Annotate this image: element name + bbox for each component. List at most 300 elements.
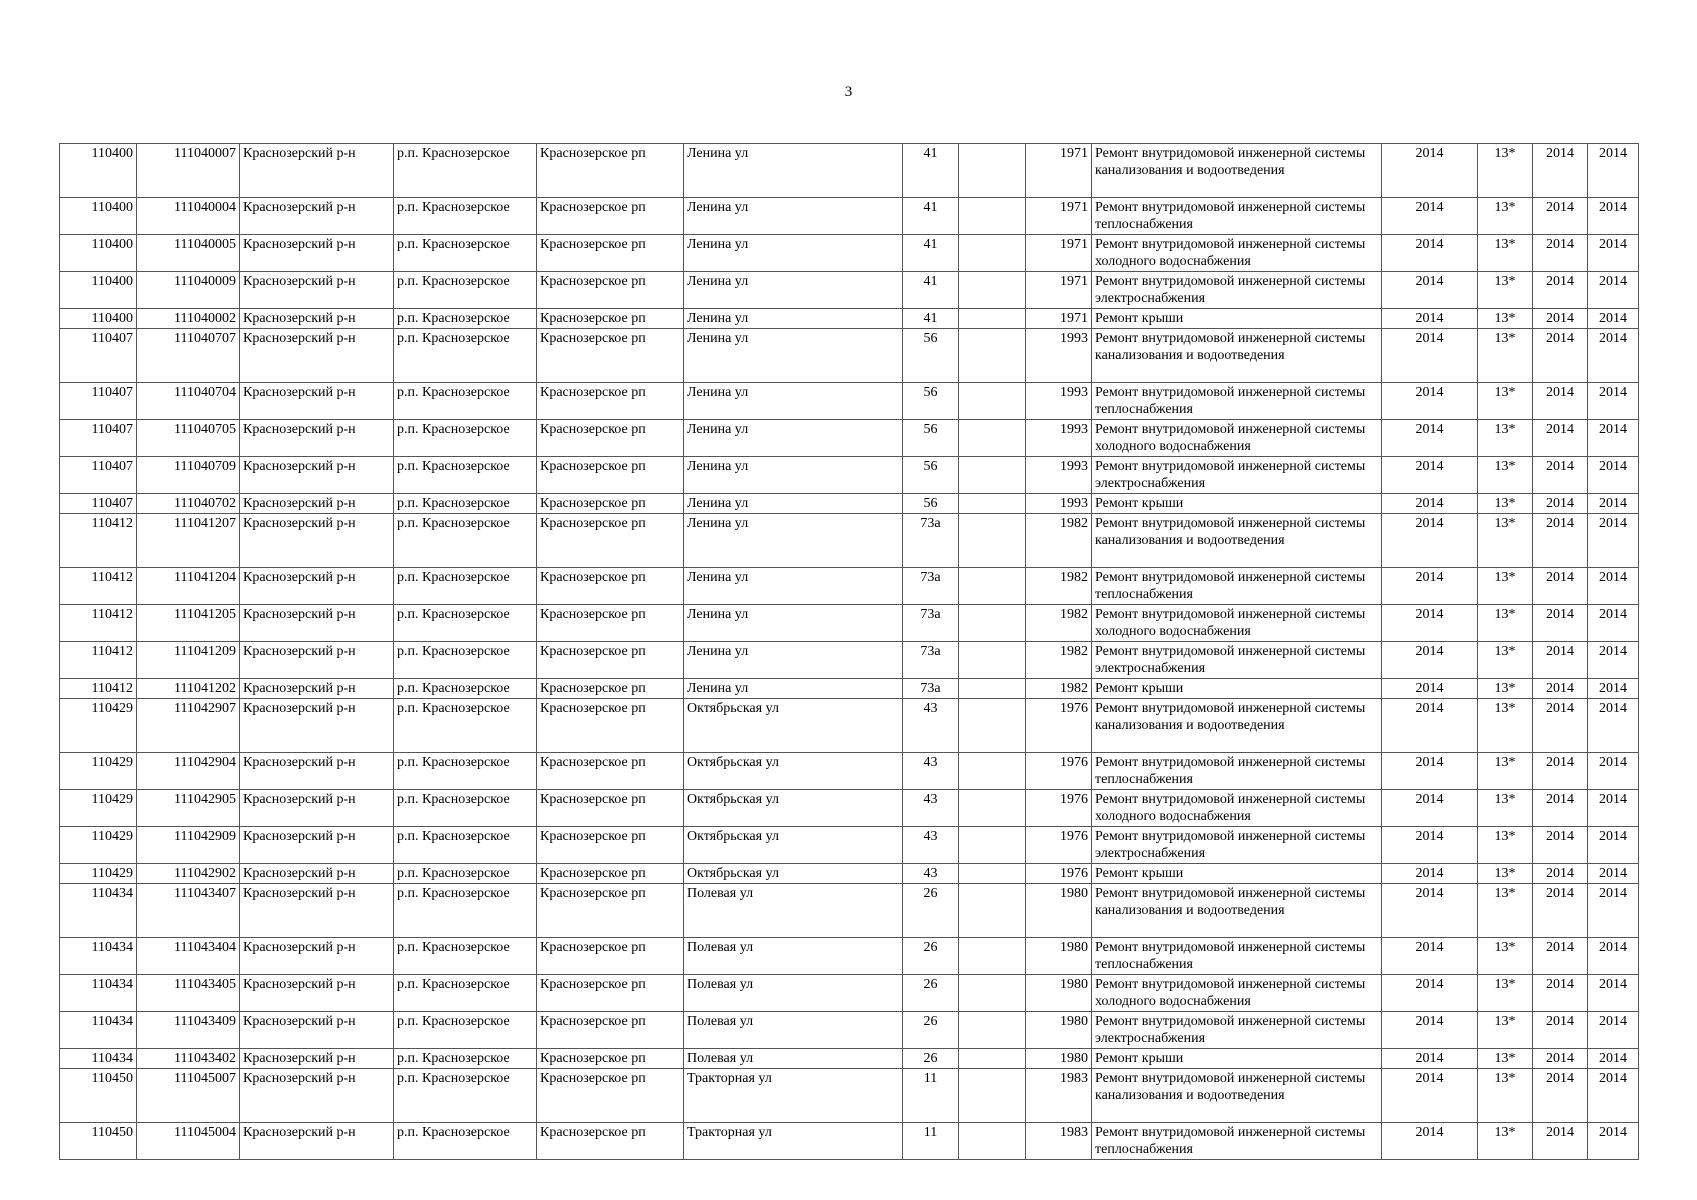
year-built-cell: 1980 xyxy=(1026,1049,1092,1069)
settlement-cell: р.п. Краснозерское xyxy=(394,938,537,975)
settlement-cell: р.п. Краснозерское xyxy=(394,975,537,1012)
work-type-cell: Ремонт внутридомовой инженерной системы канализования и водоотведения xyxy=(1092,329,1382,383)
plan-year-cell: 2014 xyxy=(1382,790,1478,827)
region-code-cell: 110434 xyxy=(60,1049,137,1069)
region-code-cell: 110429 xyxy=(60,790,137,827)
object-code-cell: 111040704 xyxy=(137,383,240,420)
ref-number-cell: 13* xyxy=(1478,605,1533,642)
house-number-cell: 11 xyxy=(903,1123,959,1160)
end-year-cell: 2014 xyxy=(1588,514,1639,568)
plan-year-cell: 2014 xyxy=(1382,198,1478,235)
region-code-cell: 110429 xyxy=(60,827,137,864)
settlement-cell: р.п. Краснозерское xyxy=(394,235,537,272)
year-built-cell: 1993 xyxy=(1026,329,1092,383)
building-cell xyxy=(959,884,1026,938)
municipality-cell: Краснозерское рп xyxy=(537,884,684,938)
district-cell: Краснозерский р-н xyxy=(240,235,394,272)
region-code-cell: 110407 xyxy=(60,383,137,420)
settlement-cell: р.п. Краснозерское xyxy=(394,144,537,198)
municipality-cell: Краснозерское рп xyxy=(537,1069,684,1123)
building-cell xyxy=(959,679,1026,699)
region-code-cell: 110412 xyxy=(60,514,137,568)
street-cell: Полевая ул xyxy=(684,938,903,975)
house-number-cell: 41 xyxy=(903,272,959,309)
district-cell: Краснозерский р-н xyxy=(240,679,394,699)
district-cell: Краснозерский р-н xyxy=(240,1049,394,1069)
municipality-cell: Краснозерское рп xyxy=(537,790,684,827)
settlement-cell: р.п. Краснозерское xyxy=(394,568,537,605)
object-code-cell: 111040005 xyxy=(137,235,240,272)
building-cell xyxy=(959,144,1026,198)
municipality-cell: Краснозерское рп xyxy=(537,568,684,605)
year-built-cell: 1971 xyxy=(1026,198,1092,235)
year-built-cell: 1993 xyxy=(1026,457,1092,494)
end-year-cell: 2014 xyxy=(1588,494,1639,514)
object-code-cell: 111042907 xyxy=(137,699,240,753)
municipality-cell: Краснозерское рп xyxy=(537,272,684,309)
building-cell xyxy=(959,1012,1026,1049)
municipality-cell: Краснозерское рп xyxy=(537,827,684,864)
work-type-cell: Ремонт крыши xyxy=(1092,679,1382,699)
start-year-cell: 2014 xyxy=(1533,235,1588,272)
table-row xyxy=(60,144,1639,198)
ref-number-cell: 13* xyxy=(1478,1123,1533,1160)
ref-number-cell: 13* xyxy=(1478,884,1533,938)
ref-number-cell: 13* xyxy=(1478,938,1533,975)
street-cell: Октябрьская ул xyxy=(684,790,903,827)
street-cell: Ленина ул xyxy=(684,642,903,679)
building-cell xyxy=(959,1049,1026,1069)
plan-year-cell: 2014 xyxy=(1382,753,1478,790)
house-number-cell: 41 xyxy=(903,198,959,235)
house-number-cell: 11 xyxy=(903,1069,959,1123)
year-built-cell: 1982 xyxy=(1026,514,1092,568)
start-year-cell: 2014 xyxy=(1533,884,1588,938)
house-number-cell: 26 xyxy=(903,1012,959,1049)
settlement-cell: р.п. Краснозерское xyxy=(394,420,537,457)
municipality-cell: Краснозерское рп xyxy=(537,642,684,679)
district-cell: Краснозерский р-н xyxy=(240,790,394,827)
house-number-cell: 73а xyxy=(903,568,959,605)
ref-number-cell: 13* xyxy=(1478,383,1533,420)
year-built-cell: 1983 xyxy=(1026,1069,1092,1123)
ref-number-cell: 13* xyxy=(1478,975,1533,1012)
building-cell xyxy=(959,329,1026,383)
plan-year-cell: 2014 xyxy=(1382,309,1478,329)
end-year-cell: 2014 xyxy=(1588,864,1639,884)
house-number-cell: 26 xyxy=(903,1049,959,1069)
start-year-cell: 2014 xyxy=(1533,642,1588,679)
start-year-cell: 2014 xyxy=(1533,383,1588,420)
settlement-cell: р.п. Краснозерское xyxy=(394,679,537,699)
work-type-cell: Ремонт крыши xyxy=(1092,864,1382,884)
settlement-cell: р.п. Краснозерское xyxy=(394,642,537,679)
municipality-cell: Краснозерское рп xyxy=(537,494,684,514)
object-code-cell: 111041204 xyxy=(137,568,240,605)
plan-year-cell: 2014 xyxy=(1382,457,1478,494)
street-cell: Тракторная ул xyxy=(684,1069,903,1123)
plan-year-cell: 2014 xyxy=(1382,420,1478,457)
municipality-cell: Краснозерское рп xyxy=(537,235,684,272)
object-code-cell: 111040709 xyxy=(137,457,240,494)
region-code-cell: 110429 xyxy=(60,864,137,884)
house-number-cell: 56 xyxy=(903,383,959,420)
table-row xyxy=(60,198,1639,235)
house-number-cell: 26 xyxy=(903,938,959,975)
work-type-cell: Ремонт внутридомовой инженерной системы теплоснабжения xyxy=(1092,1123,1382,1160)
start-year-cell: 2014 xyxy=(1533,420,1588,457)
house-number-cell: 56 xyxy=(903,420,959,457)
plan-year-cell: 2014 xyxy=(1382,864,1478,884)
municipality-cell: Краснозерское рп xyxy=(537,420,684,457)
district-cell: Краснозерский р-н xyxy=(240,514,394,568)
district-cell: Краснозерский р-н xyxy=(240,144,394,198)
district-cell: Краснозерский р-н xyxy=(240,420,394,457)
municipality-cell: Краснозерское рп xyxy=(537,1012,684,1049)
ref-number-cell: 13* xyxy=(1478,420,1533,457)
ref-number-cell: 13* xyxy=(1478,514,1533,568)
street-cell: Ленина ул xyxy=(684,272,903,309)
plan-year-cell: 2014 xyxy=(1382,642,1478,679)
work-type-cell: Ремонт внутридомовой инженерной системы холодного водоснабжения xyxy=(1092,790,1382,827)
year-built-cell: 1971 xyxy=(1026,144,1092,198)
table-row xyxy=(60,642,1639,679)
street-cell: Полевая ул xyxy=(684,1049,903,1069)
work-type-cell: Ремонт внутридомовой инженерной системы электроснабжения xyxy=(1092,827,1382,864)
building-cell xyxy=(959,420,1026,457)
street-cell: Ленина ул xyxy=(684,420,903,457)
settlement-cell: р.п. Краснозерское xyxy=(394,605,537,642)
plan-year-cell: 2014 xyxy=(1382,568,1478,605)
start-year-cell: 2014 xyxy=(1533,514,1588,568)
building-cell xyxy=(959,272,1026,309)
plan-year-cell: 2014 xyxy=(1382,884,1478,938)
object-code-cell: 111042904 xyxy=(137,753,240,790)
year-built-cell: 1982 xyxy=(1026,568,1092,605)
end-year-cell: 2014 xyxy=(1588,642,1639,679)
end-year-cell: 2014 xyxy=(1588,975,1639,1012)
object-code-cell: 111040002 xyxy=(137,309,240,329)
region-code-cell: 110400 xyxy=(60,144,137,198)
district-cell: Краснозерский р-н xyxy=(240,605,394,642)
ref-number-cell: 13* xyxy=(1478,144,1533,198)
start-year-cell: 2014 xyxy=(1533,827,1588,864)
object-code-cell: 111041209 xyxy=(137,642,240,679)
year-built-cell: 1976 xyxy=(1026,753,1092,790)
work-type-cell: Ремонт внутридомовой инженерной системы канализования и водоотведения xyxy=(1092,1069,1382,1123)
region-code-cell: 110400 xyxy=(60,272,137,309)
repair-registry-table xyxy=(59,143,1639,1160)
object-code-cell: 111041205 xyxy=(137,605,240,642)
page-number: 3 xyxy=(844,84,853,100)
street-cell: Ленина ул xyxy=(684,568,903,605)
plan-year-cell: 2014 xyxy=(1382,494,1478,514)
street-cell: Октябрьская ул xyxy=(684,753,903,790)
settlement-cell: р.п. Краснозерское xyxy=(394,864,537,884)
end-year-cell: 2014 xyxy=(1588,420,1639,457)
work-type-cell: Ремонт внутридомовой инженерной системы канализования и водоотведения xyxy=(1092,699,1382,753)
region-code-cell: 110429 xyxy=(60,753,137,790)
region-code-cell: 110434 xyxy=(60,975,137,1012)
plan-year-cell: 2014 xyxy=(1382,329,1478,383)
year-built-cell: 1980 xyxy=(1026,884,1092,938)
end-year-cell: 2014 xyxy=(1588,679,1639,699)
municipality-cell: Краснозерское рп xyxy=(537,383,684,420)
settlement-cell: р.п. Краснозерское xyxy=(394,198,537,235)
plan-year-cell: 2014 xyxy=(1382,827,1478,864)
table-row xyxy=(60,329,1639,383)
street-cell: Полевая ул xyxy=(684,884,903,938)
object-code-cell: 111040009 xyxy=(137,272,240,309)
table-row xyxy=(60,457,1639,494)
ref-number-cell: 13* xyxy=(1478,1012,1533,1049)
house-number-cell: 43 xyxy=(903,827,959,864)
region-code-cell: 110434 xyxy=(60,1012,137,1049)
work-type-cell: Ремонт внутридомовой инженерной системы теплоснабжения xyxy=(1092,938,1382,975)
ref-number-cell: 13* xyxy=(1478,753,1533,790)
building-cell xyxy=(959,864,1026,884)
house-number-cell: 56 xyxy=(903,457,959,494)
work-type-cell: Ремонт внутридомовой инженерной системы холодного водоснабжения xyxy=(1092,420,1382,457)
ref-number-cell: 13* xyxy=(1478,1049,1533,1069)
ref-number-cell: 13* xyxy=(1478,642,1533,679)
house-number-cell: 41 xyxy=(903,235,959,272)
end-year-cell: 2014 xyxy=(1588,699,1639,753)
street-cell: Ленина ул xyxy=(684,198,903,235)
year-built-cell: 1980 xyxy=(1026,938,1092,975)
house-number-cell: 73а xyxy=(903,642,959,679)
year-built-cell: 1993 xyxy=(1026,383,1092,420)
house-number-cell: 41 xyxy=(903,144,959,198)
plan-year-cell: 2014 xyxy=(1382,144,1478,198)
year-built-cell: 1982 xyxy=(1026,605,1092,642)
settlement-cell: р.п. Краснозерское xyxy=(394,309,537,329)
municipality-cell: Краснозерское рп xyxy=(537,1049,684,1069)
building-cell xyxy=(959,1069,1026,1123)
settlement-cell: р.п. Краснозерское xyxy=(394,457,537,494)
building-cell xyxy=(959,198,1026,235)
ref-number-cell: 13* xyxy=(1478,235,1533,272)
ref-number-cell: 13* xyxy=(1478,827,1533,864)
year-built-cell: 1983 xyxy=(1026,1123,1092,1160)
district-cell: Краснозерский р-н xyxy=(240,198,394,235)
district-cell: Краснозерский р-н xyxy=(240,329,394,383)
end-year-cell: 2014 xyxy=(1588,790,1639,827)
municipality-cell: Краснозерское рп xyxy=(537,938,684,975)
district-cell: Краснозерский р-н xyxy=(240,272,394,309)
work-type-cell: Ремонт внутридомовой инженерной системы канализования и водоотведения xyxy=(1092,514,1382,568)
start-year-cell: 2014 xyxy=(1533,272,1588,309)
municipality-cell: Краснозерское рп xyxy=(537,605,684,642)
start-year-cell: 2014 xyxy=(1533,679,1588,699)
end-year-cell: 2014 xyxy=(1588,1012,1639,1049)
building-cell xyxy=(959,309,1026,329)
street-cell: Ленина ул xyxy=(684,494,903,514)
end-year-cell: 2014 xyxy=(1588,198,1639,235)
work-type-cell: Ремонт внутридомовой инженерной системы электроснабжения xyxy=(1092,457,1382,494)
region-code-cell: 110412 xyxy=(60,679,137,699)
year-built-cell: 1971 xyxy=(1026,235,1092,272)
plan-year-cell: 2014 xyxy=(1382,1049,1478,1069)
end-year-cell: 2014 xyxy=(1588,1123,1639,1160)
building-cell xyxy=(959,938,1026,975)
work-type-cell: Ремонт крыши xyxy=(1092,309,1382,329)
district-cell: Краснозерский р-н xyxy=(240,1123,394,1160)
ref-number-cell: 13* xyxy=(1478,198,1533,235)
start-year-cell: 2014 xyxy=(1533,605,1588,642)
start-year-cell: 2014 xyxy=(1533,457,1588,494)
end-year-cell: 2014 xyxy=(1588,383,1639,420)
street-cell: Полевая ул xyxy=(684,975,903,1012)
region-code-cell: 110412 xyxy=(60,568,137,605)
end-year-cell: 2014 xyxy=(1588,827,1639,864)
house-number-cell: 73а xyxy=(903,605,959,642)
plan-year-cell: 2014 xyxy=(1382,605,1478,642)
region-code-cell: 110407 xyxy=(60,420,137,457)
region-code-cell: 110400 xyxy=(60,235,137,272)
district-cell: Краснозерский р-н xyxy=(240,494,394,514)
region-code-cell: 110400 xyxy=(60,198,137,235)
year-built-cell: 1976 xyxy=(1026,790,1092,827)
table-row xyxy=(60,679,1639,699)
object-code-cell: 111045004 xyxy=(137,1123,240,1160)
end-year-cell: 2014 xyxy=(1588,884,1639,938)
object-code-cell: 111042905 xyxy=(137,790,240,827)
settlement-cell: р.п. Краснозерское xyxy=(394,790,537,827)
street-cell: Октябрьская ул xyxy=(684,827,903,864)
district-cell: Краснозерский р-н xyxy=(240,864,394,884)
region-code-cell: 110429 xyxy=(60,699,137,753)
table-row xyxy=(60,1123,1639,1160)
work-type-cell: Ремонт внутридомовой инженерной системы электроснабжения xyxy=(1092,642,1382,679)
object-code-cell: 111043405 xyxy=(137,975,240,1012)
table-row xyxy=(60,605,1639,642)
year-built-cell: 1993 xyxy=(1026,420,1092,457)
end-year-cell: 2014 xyxy=(1588,1069,1639,1123)
building-cell xyxy=(959,790,1026,827)
table-row xyxy=(60,1012,1639,1049)
district-cell: Краснозерский р-н xyxy=(240,753,394,790)
start-year-cell: 2014 xyxy=(1533,699,1588,753)
end-year-cell: 2014 xyxy=(1588,144,1639,198)
settlement-cell: р.п. Краснозерское xyxy=(394,753,537,790)
building-cell xyxy=(959,975,1026,1012)
street-cell: Ленина ул xyxy=(684,144,903,198)
region-code-cell: 110407 xyxy=(60,329,137,383)
municipality-cell: Краснозерское рп xyxy=(537,457,684,494)
house-number-cell: 41 xyxy=(903,309,959,329)
year-built-cell: 1976 xyxy=(1026,827,1092,864)
region-code-cell: 110412 xyxy=(60,642,137,679)
district-cell: Краснозерский р-н xyxy=(240,309,394,329)
house-number-cell: 73а xyxy=(903,514,959,568)
plan-year-cell: 2014 xyxy=(1382,514,1478,568)
region-code-cell: 110407 xyxy=(60,457,137,494)
table-body xyxy=(60,144,1639,1160)
settlement-cell: р.п. Краснозерское xyxy=(394,1123,537,1160)
settlement-cell: р.п. Краснозерское xyxy=(394,514,537,568)
start-year-cell: 2014 xyxy=(1533,790,1588,827)
work-type-cell: Ремонт крыши xyxy=(1092,1049,1382,1069)
object-code-cell: 111040702 xyxy=(137,494,240,514)
region-code-cell: 110407 xyxy=(60,494,137,514)
municipality-cell: Краснозерское рп xyxy=(537,309,684,329)
year-built-cell: 1971 xyxy=(1026,272,1092,309)
work-type-cell: Ремонт внутридомовой инженерной системы теплоснабжения xyxy=(1092,568,1382,605)
plan-year-cell: 2014 xyxy=(1382,975,1478,1012)
object-code-cell: 111040707 xyxy=(137,329,240,383)
settlement-cell: р.п. Краснозерское xyxy=(394,1012,537,1049)
object-code-cell: 111043404 xyxy=(137,938,240,975)
object-code-cell: 111040007 xyxy=(137,144,240,198)
start-year-cell: 2014 xyxy=(1533,938,1588,975)
building-cell xyxy=(959,457,1026,494)
work-type-cell: Ремонт внутридомовой инженерной системы канализования и водоотведения xyxy=(1092,884,1382,938)
house-number-cell: 43 xyxy=(903,790,959,827)
building-cell xyxy=(959,753,1026,790)
work-type-cell: Ремонт внутридомовой инженерной системы канализования и водоотведения xyxy=(1092,144,1382,198)
table-row xyxy=(60,699,1639,753)
ref-number-cell: 13* xyxy=(1478,790,1533,827)
building-cell xyxy=(959,1123,1026,1160)
year-built-cell: 1982 xyxy=(1026,679,1092,699)
work-type-cell: Ремонт крыши xyxy=(1092,494,1382,514)
work-type-cell: Ремонт внутридомовой инженерной системы холодного водоснабжения xyxy=(1092,235,1382,272)
building-cell xyxy=(959,827,1026,864)
table-row xyxy=(60,514,1639,568)
plan-year-cell: 2014 xyxy=(1382,699,1478,753)
start-year-cell: 2014 xyxy=(1533,309,1588,329)
plan-year-cell: 2014 xyxy=(1382,272,1478,309)
table-row xyxy=(60,494,1639,514)
work-type-cell: Ремонт внутридомовой инженерной системы теплоснабжения xyxy=(1092,383,1382,420)
district-cell: Краснозерский р-н xyxy=(240,827,394,864)
object-code-cell: 111043409 xyxy=(137,1012,240,1049)
street-cell: Октябрьская ул xyxy=(684,864,903,884)
start-year-cell: 2014 xyxy=(1533,329,1588,383)
plan-year-cell: 2014 xyxy=(1382,1123,1478,1160)
work-type-cell: Ремонт внутридомовой инженерной системы электроснабжения xyxy=(1092,1012,1382,1049)
municipality-cell: Краснозерское рп xyxy=(537,975,684,1012)
building-cell xyxy=(959,514,1026,568)
district-cell: Краснозерский р-н xyxy=(240,457,394,494)
object-code-cell: 111042902 xyxy=(137,864,240,884)
building-cell xyxy=(959,494,1026,514)
table-row xyxy=(60,309,1639,329)
work-type-cell: Ремонт внутридомовой инженерной системы теплоснабжения xyxy=(1092,753,1382,790)
ref-number-cell: 13* xyxy=(1478,309,1533,329)
table-row xyxy=(60,383,1639,420)
end-year-cell: 2014 xyxy=(1588,457,1639,494)
house-number-cell: 43 xyxy=(903,864,959,884)
municipality-cell: Краснозерское рп xyxy=(537,699,684,753)
house-number-cell: 73а xyxy=(903,679,959,699)
start-year-cell: 2014 xyxy=(1533,975,1588,1012)
district-cell: Краснозерский р-н xyxy=(240,568,394,605)
ref-number-cell: 13* xyxy=(1478,272,1533,309)
settlement-cell: р.п. Краснозерское xyxy=(394,1049,537,1069)
plan-year-cell: 2014 xyxy=(1382,679,1478,699)
table-row xyxy=(60,864,1639,884)
ref-number-cell: 13* xyxy=(1478,1069,1533,1123)
table-row xyxy=(60,235,1639,272)
region-code-cell: 110400 xyxy=(60,309,137,329)
object-code-cell: 111041207 xyxy=(137,514,240,568)
table-row xyxy=(60,1069,1639,1123)
ref-number-cell: 13* xyxy=(1478,679,1533,699)
table-row xyxy=(60,884,1639,938)
start-year-cell: 2014 xyxy=(1533,568,1588,605)
